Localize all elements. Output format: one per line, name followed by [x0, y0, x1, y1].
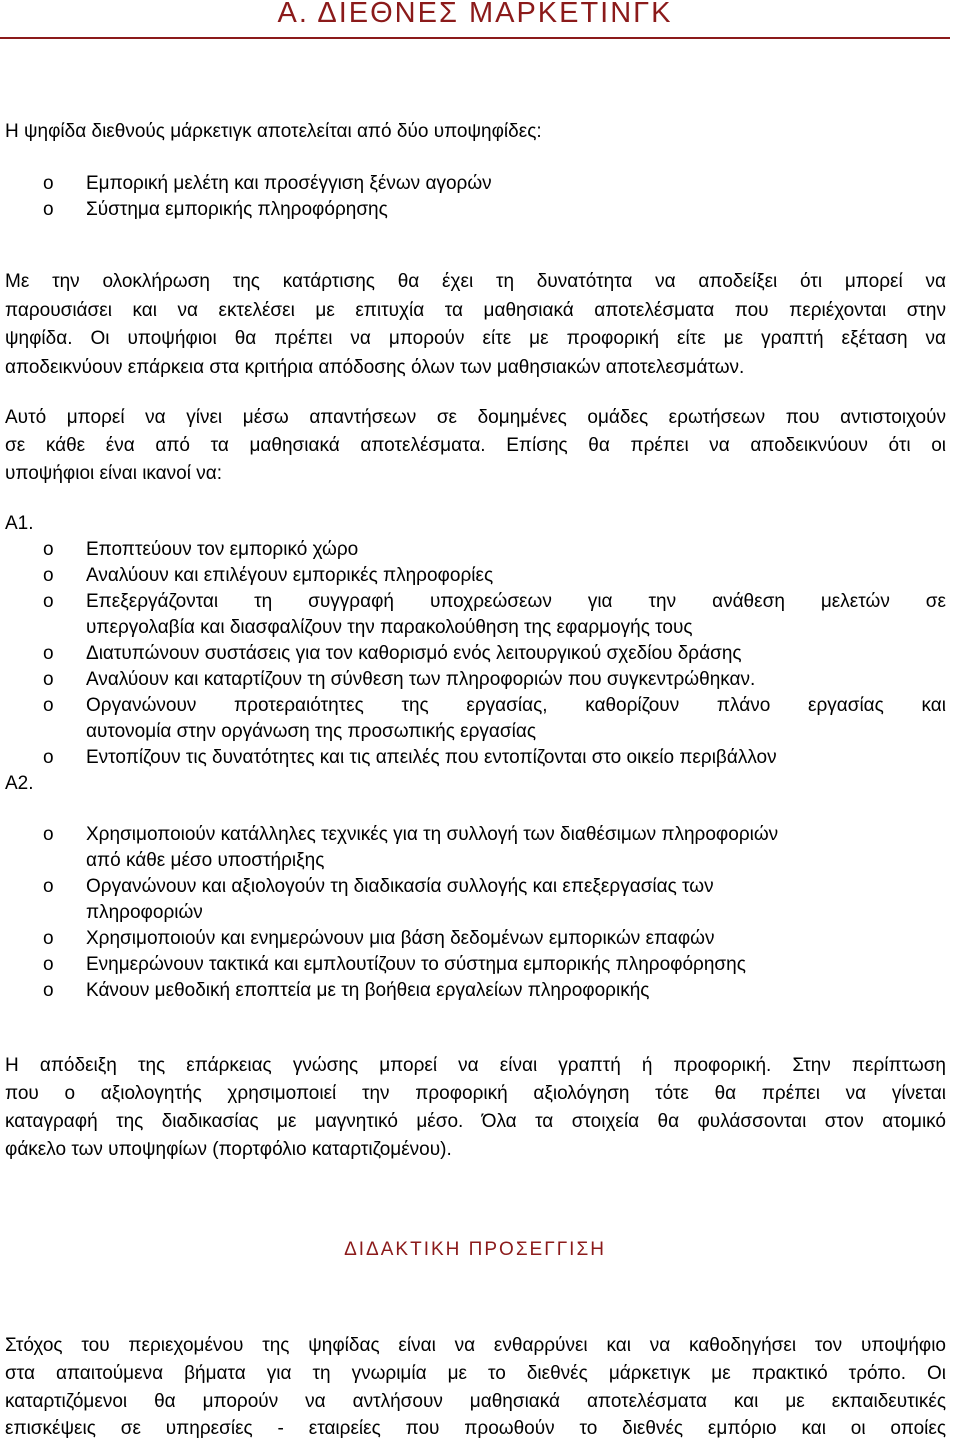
list-item: Ενημερώνουν τακτικά και εμπλουτίζουν το σύστημα εμπορικής πληροφόρησης: [86, 954, 746, 975]
bullet: o: [43, 954, 54, 975]
paragraph-line: καταγραφή της διαδικασίας με μαγνητικό μέσο. Όλα τα στοιχεία θα φυλάσσονται στον ατομικό: [5, 1111, 946, 1132]
paragraph-line: υποψήφιοι είναι ικανοί να:: [5, 463, 222, 484]
bullet: o: [43, 669, 54, 690]
paragraph-line: παρουσιάσει και να εκτελέσει με επιτυχία τα μαθησιακά αποτελέσματα που περιέχονται στην: [5, 300, 946, 321]
section-label-a1: Α1.: [5, 513, 34, 534]
list-item: Κάνουν μεθοδική εποπτεία με τη βοήθεια εργαλείων πληροφορικής: [86, 980, 650, 1001]
list-item: Εντοπίζουν τις δυνατότητες και τις απειλές που εντοπίζονται στο οικείο περιβάλλον: [86, 747, 777, 768]
paragraph-line: καταρτιζόμενοι θα μπορούν να αντλήσουν μαθησιακά αποτελέσματα και με εκπαιδευτικές: [5, 1391, 946, 1412]
bullet: o: [43, 980, 54, 1001]
paragraph-line: επισκέψεις σε υπηρεσίες - εταιρείες που προωθούν το διεθνές εμπόριο και οι οποίες: [5, 1418, 946, 1439]
paragraph-line: σε κάθε ένα από τα μαθησιακά αποτελέσματα. Επίσης θα πρέπει να αποδεικνύουν ότι οι: [5, 435, 946, 456]
list-item: Οργανώνουν και αξιολογούν τη διαδικασία συλλογής και επεξεργασίας των: [86, 876, 714, 897]
paragraph-line: αποδεικνύουν επάρκεια στα κριτήρια απόδοσης όλων των μαθησιακών αποτελεσμάτων.: [5, 357, 745, 378]
section-label-a2: Α2.: [5, 773, 34, 794]
section-heading: ΔΙΔΑΚΤΙΚΗ ΠΡΟΣΕΓΓΙΣΗ: [344, 1239, 606, 1260]
paragraph-line: Η απόδειξη της επάρκειας γνώσης μπορεί να είναι γραπτή ή προφορική. Στην περίπτωση: [5, 1055, 946, 1076]
list-item: Χρησιμοποιούν κατάλληλες τεχνικές για τη συλλογή των διαθέσιμων πληροφοριών: [86, 824, 779, 845]
bullet: o: [43, 928, 54, 949]
list-item: Αναλύουν και καταρτίζουν τη σύνθεση των πληροφοριών που συγκεντρώθηκαν.: [86, 669, 756, 690]
paragraph-line: ψηφίδα. Οι υποψήφιοι θα πρέπει να μπορούν είτε με προφορική είτε με γραπτή εξέταση να: [5, 328, 946, 349]
bullet: o: [43, 695, 54, 716]
list-item: Εποπτεύουν τον εμπορικό χώρο: [86, 539, 359, 560]
bullet: o: [43, 591, 54, 612]
title-underline: [0, 37, 950, 39]
bullet: o: [43, 173, 54, 194]
sub-unit-item: Σύστημα εμπορικής πληροφόρησης: [86, 199, 388, 220]
list-item-continuation: υπεργολαβία και διασφαλίζουν την παρακολούθηση της εφαρμογής τους: [86, 617, 693, 638]
list-item: Οργανώνουν προτεραιότητες της εργασίας, καθορίζουν πλάνο εργασίας και: [86, 695, 946, 716]
page-title: Α. ΔΙΕΘΝΕΣ ΜΑΡΚΕΤΙΝΓΚ: [277, 0, 673, 29]
bullet: o: [43, 539, 54, 560]
paragraph-line: στα απαιτούμενα βήματα για τη γνωριμία με το διεθνές μάρκετιγκ με πρακτικό τρόπο. Οι: [5, 1363, 946, 1384]
paragraph-line: φάκελο των υποψηφίων (πορτφόλιο καταρτιζομένου).: [5, 1139, 452, 1160]
bullet: o: [43, 199, 54, 220]
list-item: Διατυπώνουν συστάσεις για τον καθορισμό ενός λειτουργικού σχεδίου δράσης: [86, 643, 742, 664]
sub-unit-item: Εμπορική μελέτη και προσέγγιση ξένων αγορών: [86, 173, 492, 194]
bullet: o: [43, 876, 54, 897]
bullet: o: [43, 565, 54, 586]
bullet: o: [43, 643, 54, 664]
list-item-continuation: από κάθε μέσο υποστήριξης: [86, 850, 325, 871]
list-item: Χρησιμοποιούν και ενημερώνουν μια βάση δεδομένων εμπορικών επαφών: [86, 928, 715, 949]
list-item-continuation: πληροφοριών: [86, 902, 203, 923]
paragraph-line: Αυτό μπορεί να γίνει μέσω απαντήσεων σε δομημένες ομάδες ερωτήσεων που αντιστοιχούν: [5, 407, 946, 428]
paragraph-line: Με την ολοκλήρωση της κατάρτισης θα έχει τη δυνατότητα να αποδείξει ότι μπορεί να: [5, 271, 946, 292]
list-item: Αναλύουν και επιλέγουν εμπορικές πληροφορίες: [86, 565, 494, 586]
paragraph-line: Στόχος του περιεχομένου της ψηφίδας είναι να ενθαρρύνει και να καθοδηγήσει τον υποψήφιο: [5, 1335, 946, 1356]
bullet: o: [43, 824, 54, 845]
paragraph-line: που ο αξιολογητής χρησιμοποιεί την προφορική αξιολόγηση τότε θα πρέπει να γίνεται: [5, 1083, 946, 1104]
list-item: Επεξεργάζονται τη συγγραφή υποχρεώσεων για την ανάθεση μελετών σε: [86, 591, 946, 612]
intro-text: Η ψηφίδα διεθνούς μάρκετιγκ αποτελείται από δύο υποψηφίδες:: [5, 121, 542, 142]
list-item-continuation: αυτονομία στην οργάνωση της προσωπικής εργασίας: [86, 721, 536, 742]
bullet: o: [43, 747, 54, 768]
